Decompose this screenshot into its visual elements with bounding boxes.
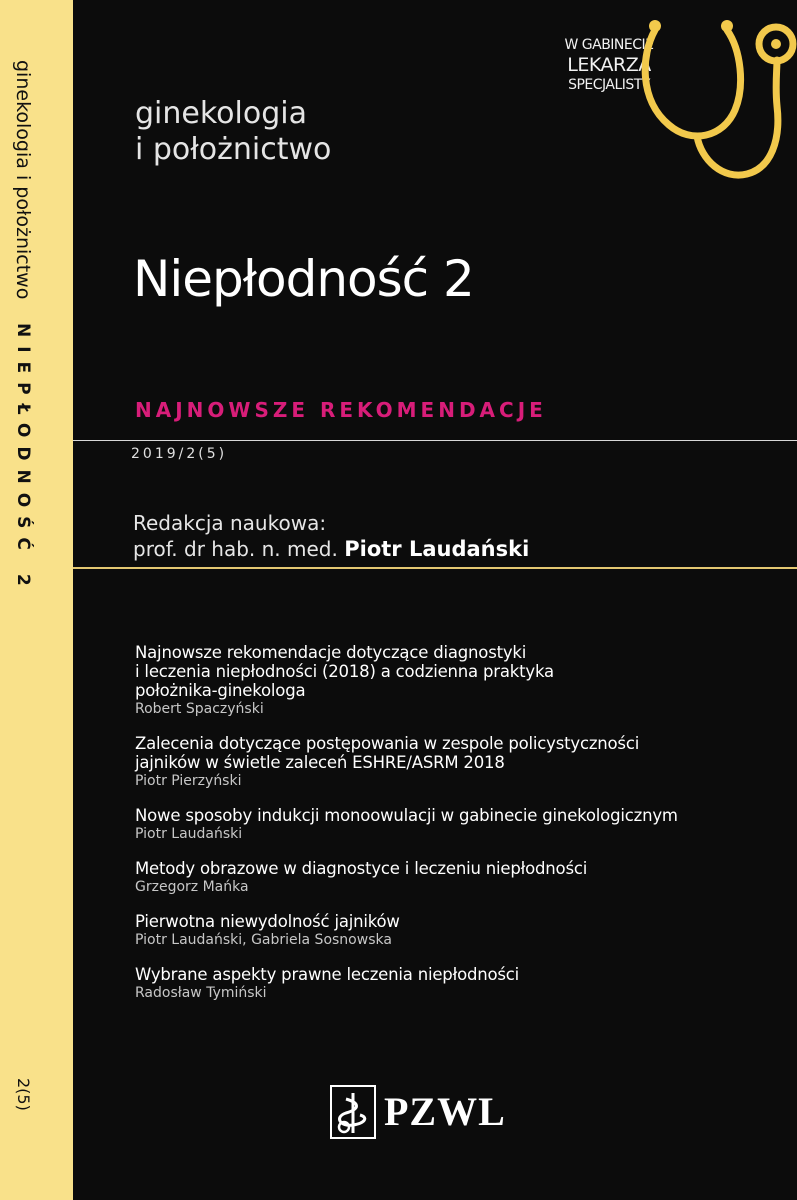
toc-item-author: Grzegorz Mańka <box>135 879 249 895</box>
toc-item-title: Metody obrazowe w diagnostyce i leczeniu niepłodności <box>135 859 588 878</box>
book-subtitle: NAJNOWSZE REKOMENDACJE <box>135 398 547 422</box>
toc-item <box>135 806 785 843</box>
series-line-1: ginekologia <box>135 96 307 131</box>
stethoscope-icon <box>611 10 797 190</box>
spine-title: NIEPŁODNOŚĆ 2 <box>13 323 33 596</box>
spine-issue: 2(5) <box>14 1078 33 1111</box>
toc-item-title: Wybrane aspekty prawne leczenia niepłodności <box>135 965 520 984</box>
badge-line-1: W GABINECIE <box>564 37 654 53</box>
badge-line-2: LEKARZA <box>567 54 651 76</box>
editor-label: Redakcja naukowa: <box>133 511 327 535</box>
table-of-contents <box>135 643 785 1018</box>
toc-item <box>135 912 785 949</box>
editor-line <box>133 536 529 562</box>
toc-item <box>135 965 785 1002</box>
editor-title: prof. dr hab. n. med. <box>133 537 338 561</box>
toc-item-title: Zalecenia dotyczące postępowania w zespole policystyczności jajników w świetle zaleceń ESHRE/ASRM 2018 <box>135 734 640 772</box>
series-line-2: i położnictwo <box>135 132 332 167</box>
toc-item <box>135 643 785 718</box>
book-spine <box>0 0 73 1200</box>
editor-block <box>133 510 529 562</box>
spine-text <box>12 60 34 595</box>
toc-item-author: Robert Spaczyński <box>135 701 264 717</box>
divider-line <box>73 440 797 441</box>
toc-item-title: Pierwotna niewydolność jajników <box>135 912 400 931</box>
front-cover <box>73 0 797 1200</box>
toc-item-author: Piotr Laudański, Gabriela Sosnowska <box>135 932 392 948</box>
badge-line-3: SPECJALISTY <box>568 77 650 93</box>
spine-series: ginekologia i położnictwo <box>12 60 34 300</box>
publisher-name: PZWL <box>384 1089 506 1134</box>
toc-item <box>135 734 785 790</box>
pzwl-serpent-logo-icon <box>330 1085 376 1139</box>
toc-item <box>135 859 785 896</box>
issue-number: 2019/2(5) <box>131 446 228 462</box>
toc-item-author: Piotr Laudański <box>135 826 243 842</box>
series-name <box>135 96 331 168</box>
editor-name: Piotr Laudański <box>344 537 530 561</box>
toc-item-author: Piotr Pierzyński <box>135 773 242 789</box>
gold-divider-line <box>73 567 797 569</box>
toc-item-author: Radosław Tymiński <box>135 985 267 1001</box>
toc-item-title: Nowe sposoby indukcji monoowulacji w gabinecie ginekologicznym <box>135 806 678 825</box>
toc-item-title: Najnowsze rekomendacje dotyczące diagnostyki i leczenia niepłodności (2018) a codzienna praktyka położnika-ginekologa <box>135 643 554 700</box>
book-title: Niepłodność 2 <box>133 250 474 308</box>
